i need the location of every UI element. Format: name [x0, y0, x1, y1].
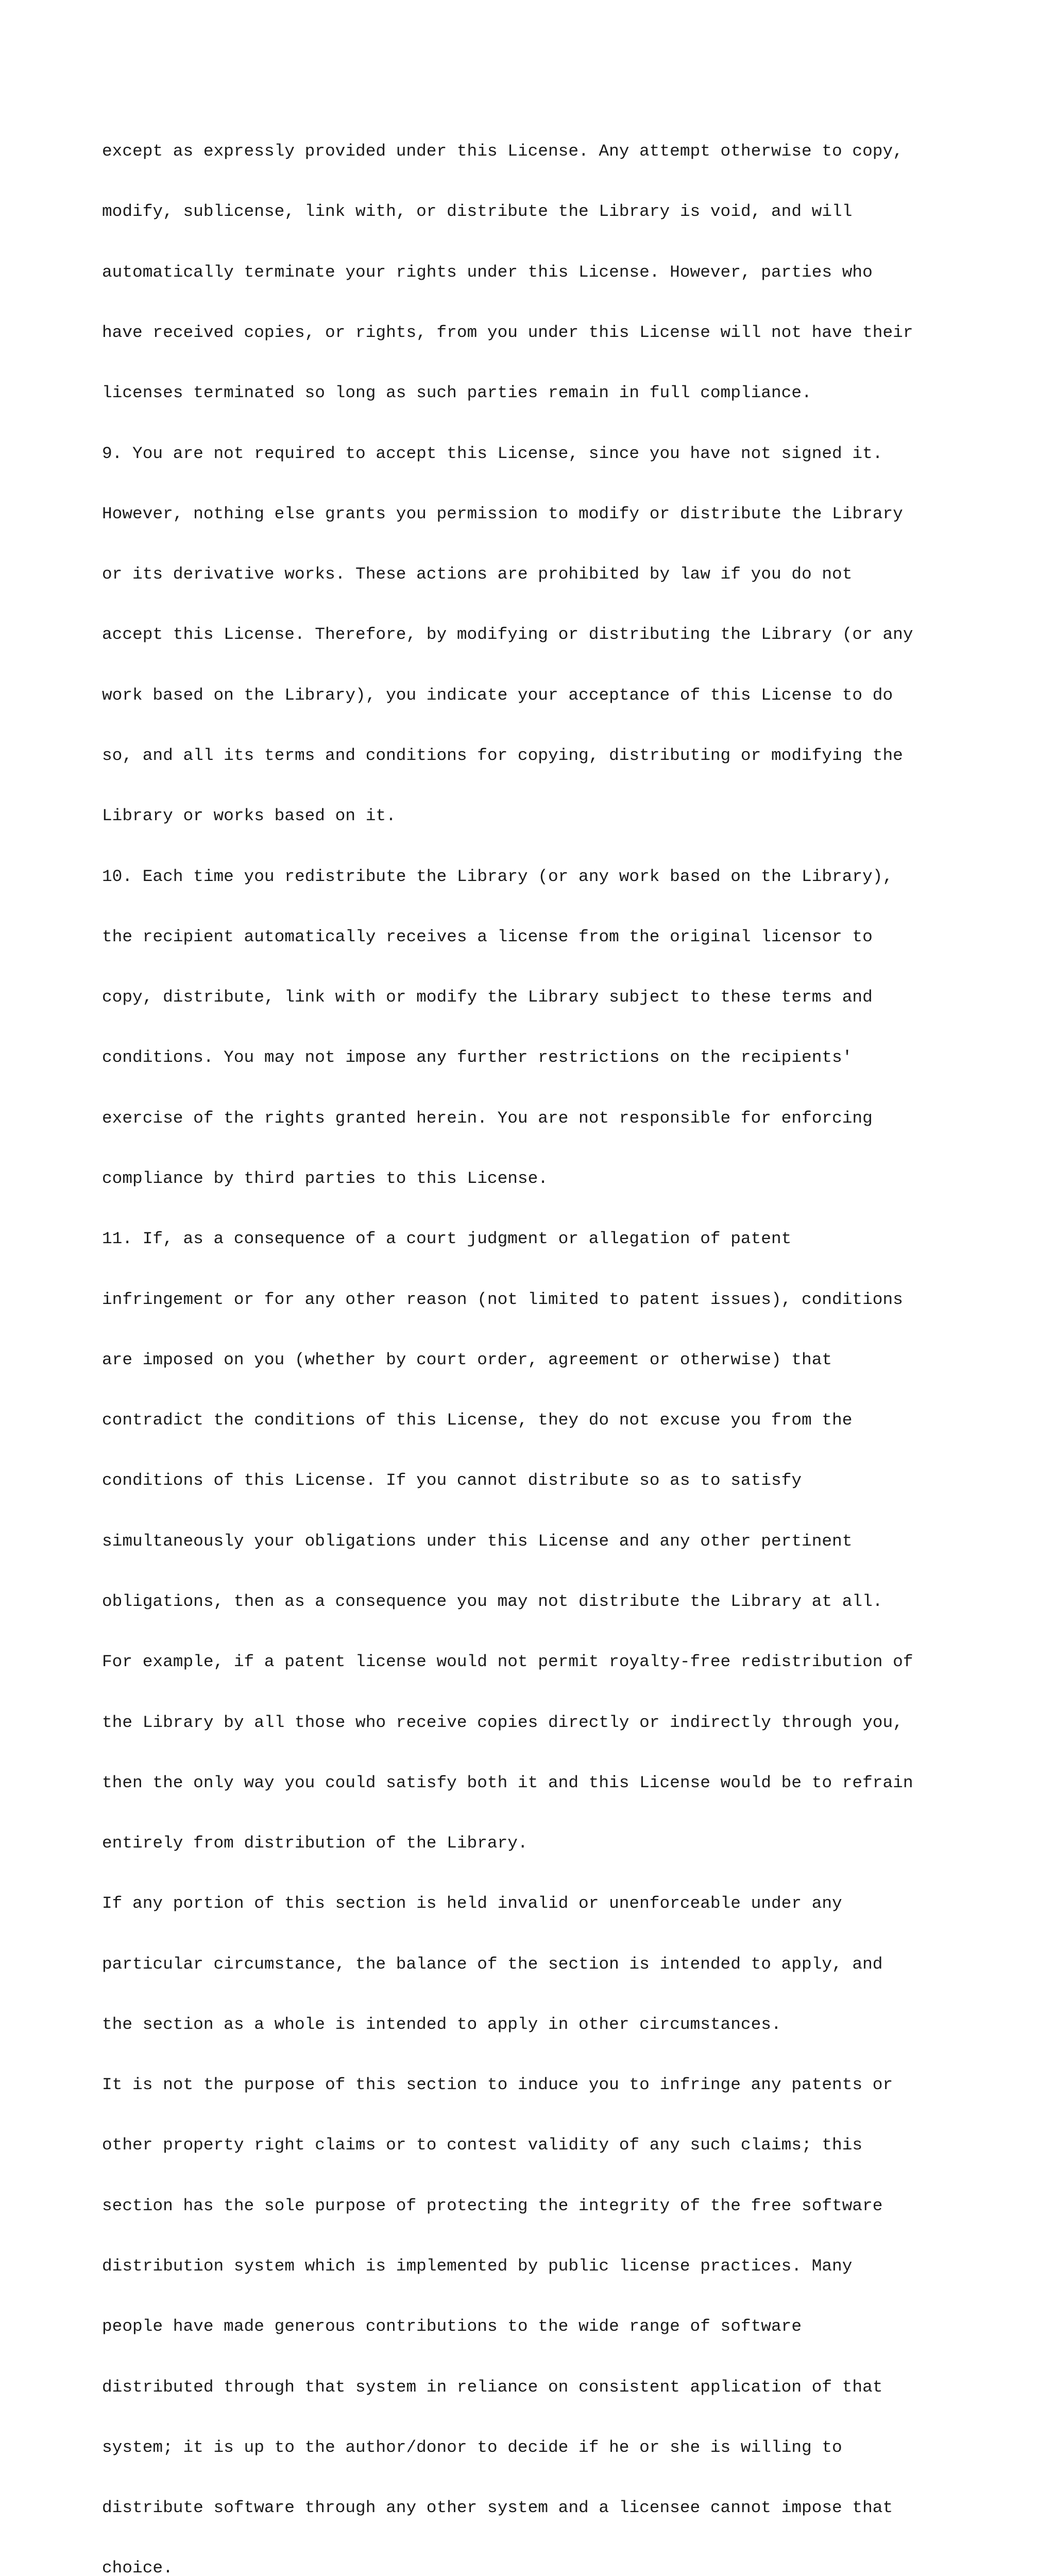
text-line: However, nothing else grants you permission to modify or distribute the Library — [102, 504, 903, 523]
section-11-start: 11. If, as a consequence of a court judgment or allegation of patent — [102, 1229, 792, 1249]
text-line: copy, distribute, link with or modify the Library subject to these terms and — [102, 988, 873, 1007]
text-line: accept this License. Therefore, by modifying or distributing the Library (or any — [102, 625, 913, 645]
text-line: simultaneously your obligations under this License and any other pertinent — [102, 1531, 853, 1551]
text-line: other property right claims or to contest validity of any such claims; this — [102, 2136, 863, 2155]
text-line: conditions of this License. If you cannot distribute so as to satisfy — [102, 1471, 802, 1490]
text-line: the Library by all those who receive copies directly or indirectly through you, — [102, 1713, 903, 1732]
text-line: except as expressly provided under this License. Any attempt otherwise to copy, — [102, 142, 903, 161]
text-line: the section as a whole is intended to apply in other circumstances. — [102, 2014, 781, 2034]
text-line: section has the sole purpose of protecting the integrity of the free software — [102, 2196, 883, 2215]
text-line: then the only way you could satisfy both it and this License would be to refrain — [102, 1773, 913, 1792]
license-text — [102, 101, 1045, 2576]
text-line: work based on the Library), you indicate your acceptance of this License to do — [102, 685, 893, 705]
text-line: choice. — [102, 2558, 173, 2576]
text-line: distribution system which is implemented by public license practices. Many — [102, 2257, 853, 2276]
section-10-start: 10. Each time you redistribute the Library (or any work based on the Library), — [102, 867, 893, 886]
text-line: distributed through that system in reliance on consistent application of that — [102, 2377, 883, 2397]
text-line: It is not the purpose of this section to induce you to infringe any patents or — [102, 2075, 893, 2095]
section-9-start: 9. You are not required to accept this License, since you have not signed it. — [102, 444, 883, 463]
text-line: exercise of the rights granted herein. You are not responsible for enforcing — [102, 1108, 873, 1128]
text-line: contradict the conditions of this License, they do not excuse you from the — [102, 1411, 853, 1430]
text-line: people have made generous contributions to the wide range of software — [102, 2317, 802, 2336]
text-line: entirely from distribution of the Library. — [102, 1834, 528, 1853]
text-line: so, and all its terms and conditions for copying, distributing or modifying the — [102, 746, 903, 765]
text-line: the recipient automatically receives a license from the original licensor to — [102, 927, 873, 946]
text-line: If any portion of this section is held invalid or unenforceable under any — [102, 1894, 842, 1913]
text-line: system; it is up to the author/donor to decide if he or she is willing to — [102, 2437, 842, 2457]
text-line: have received copies, or rights, from you under this License will not have their — [102, 323, 913, 343]
text-line: are imposed on you (whether by court order, agreement or otherwise) that — [102, 1350, 832, 1369]
text-line: licenses terminated so long as such parties remain in full compliance. — [102, 383, 812, 403]
text-line: automatically terminate your rights under this License. However, parties who — [102, 262, 873, 282]
text-line: conditions. You may not impose any further restrictions on the recipients' — [102, 1048, 853, 1067]
text-line: Library or works based on it. — [102, 806, 396, 826]
text-line: compliance by third parties to this License. — [102, 1168, 548, 1188]
text-line: infringement or for any other reason (not limited to patent issues), conditions — [102, 1290, 903, 1309]
text-line: particular circumstance, the balance of the section is intended to apply, and — [102, 1954, 883, 1974]
text-line: distribute software through any other system and a licensee cannot impose that — [102, 2498, 893, 2518]
text-line: For example, if a patent license would not permit royalty-free redistribution of — [102, 1652, 913, 1672]
text-line: modify, sublicense, link with, or distribute the Library is void, and will — [102, 202, 853, 222]
text-line: or its derivative works. These actions are prohibited by law if you do not — [102, 565, 853, 584]
text-line: obligations, then as a consequence you may not distribute the Library at all. — [102, 1591, 883, 1611]
